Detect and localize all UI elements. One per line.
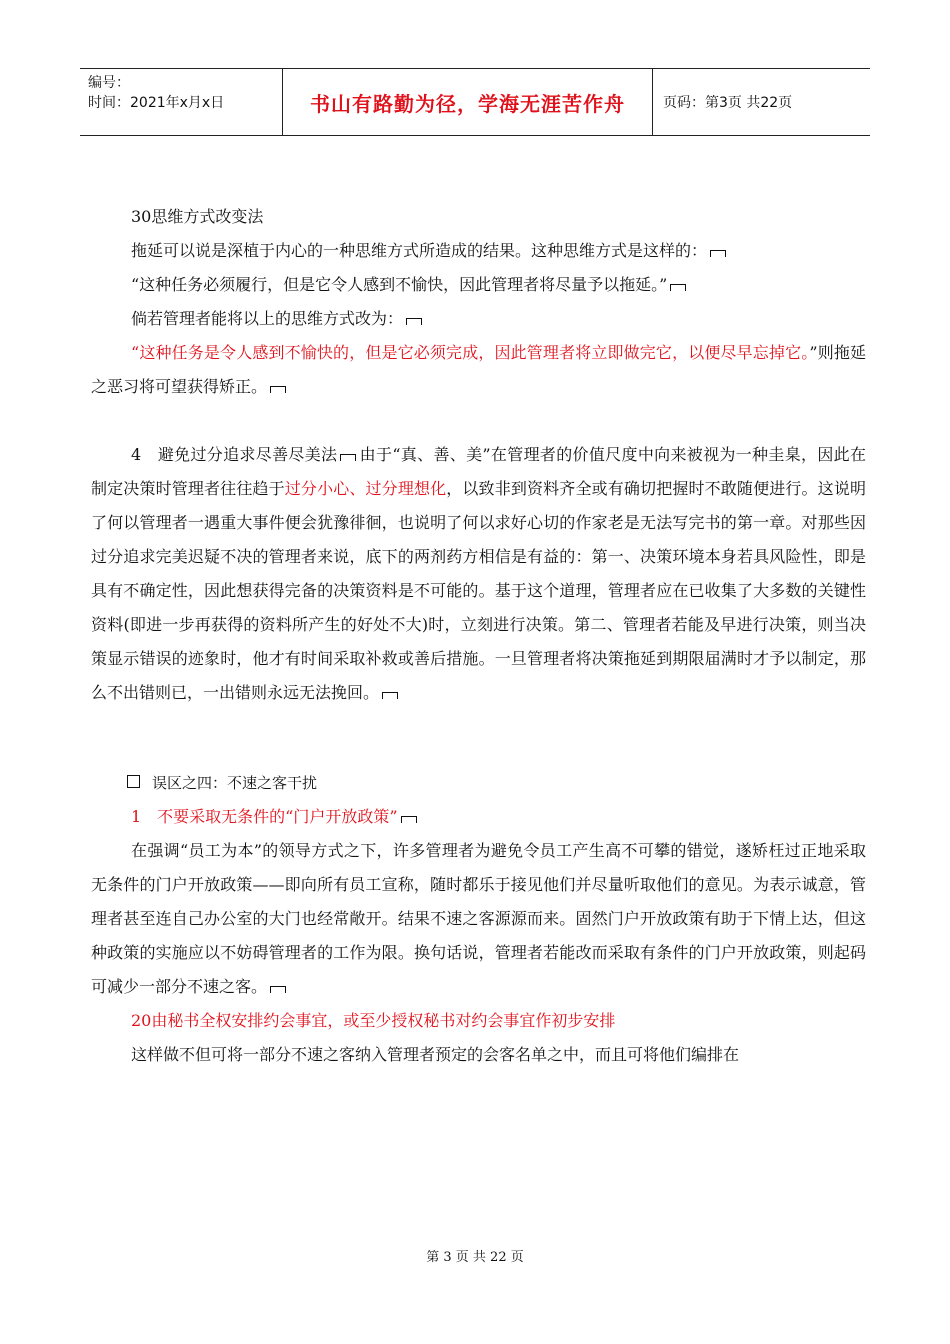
highlight-red-text: 这种任务是令人感到不愉快的，但是它必须完成，因此管理者将立即做完它，以便尽早忘掉它。 xyxy=(139,343,810,362)
zone-4-item-20-title: 20由秘书全权安排约会事宜，或至少授权秘书对约会事宜作初步安排 xyxy=(131,1011,616,1030)
zone-4-item-1-title: 1 不要采取无条件的“门户开放政策” xyxy=(91,800,866,834)
header-page-code: 页码：第3页 共22页 xyxy=(663,95,793,111)
section-4-para: 4 避免过分追求尽善尽美法 由于“真、善、美”在管理者的价值尺度中向来被视为一种圭臬，因此在制定决策时管理者往往趋于过分小心、过分理想化，以致非到资料齐全或有确切把握时不敢随便进行。这说明了何以管理者一遇重大事件便会犹豫徘徊，也说明了何以求好心切的作家老是无法写完书的第一章。对那些因过分追求完美迟疑不决的管理者来说，底下的两剂药方相信是有益的：第一、决策环境本身若具风险性，即是具有不确定性，因此想获得完备的决策资料是不可能的。基于这个道理，管理者应在已收集了大多数的关键性资料(即进一步再获得的资料所产生的好处不大)时，立刻进行决策。第二、管理者若能及早进行决策，则当决策显示错误的迹象时，他才有时间采取补救或善后措施。一旦管理者将决策拖延到期限届满时才予以制定，那么不出错则已，一出错则永远无法挽回。 xyxy=(91,445,866,702)
document-header xyxy=(80,68,870,136)
document-body xyxy=(91,200,866,1072)
zone-4-item-20-para: 这样做不但可将一部分不速之客纳入管理者预定的会客名单之中，而且可将他们编排在 xyxy=(131,1045,740,1064)
section-30-para-2: “这种任务必须履行，但是它令人感到不愉快，因此管理者将尽量予以拖延。” xyxy=(91,268,866,302)
highlight-red-text: 过分小心、过分理想化 xyxy=(284,479,447,498)
paragraph-mark-icon xyxy=(382,692,398,699)
zone-4-title: 误区之四：不速之客干扰 xyxy=(91,766,866,800)
paragraph-mark-icon xyxy=(406,318,422,325)
paragraph-mark-icon xyxy=(340,454,356,461)
paragraph-mark-icon xyxy=(270,386,286,393)
checkbox-icon xyxy=(127,775,140,788)
section-30-para-3: 倘若管理者能将以上的思维方式改为： xyxy=(91,302,866,336)
paragraph-mark-icon xyxy=(710,250,726,257)
section-30-title: 30思维方式改变法 xyxy=(131,207,264,226)
paragraph-mark-icon xyxy=(270,986,286,993)
section-30-para-4: “这种任务是令人感到不愉快的，但是它必须完成，因此管理者将立即做完它，以便尽早忘掉它。”则拖延之恶习将可望获得矫正。 xyxy=(91,343,866,396)
paragraph-mark-icon xyxy=(670,284,686,291)
section-30-para-1: 拖延可以说是深植于内心的一种思维方式所造成的结果。这种思维方式是这样的： xyxy=(91,234,866,268)
header-motto: 书山有路勤为径，学海无涯苦作舟 xyxy=(283,69,653,135)
page-footer: 第 3 页 共 22 页 xyxy=(426,1250,524,1265)
header-time: 时间：2021年x月x日 xyxy=(88,95,225,111)
header-number: 编号： xyxy=(88,75,130,91)
paragraph-mark-icon xyxy=(401,816,417,823)
header-meta xyxy=(80,69,283,135)
zone-4-item-1-para: 在强调“员工为本”的领导方式之下，许多管理者为避免令员工产生高不可攀的错觉，遂矫枉过正地采取无条件的门户开放政策——即向所有员工宣称，随时都乐于接见他们并尽量听取他们的意见。为表示诚意，管理者甚至连自己办公室的大门也经常敞开。结果不速之客源源而来。固然门户开放政策有助于下情上达，但这种政策的实施应以不妨碍管理者的工作为限。换句话说，管理者若能改而采取有条件的门户开放政策，则起码可减少一部分不速之客。 xyxy=(91,841,866,996)
